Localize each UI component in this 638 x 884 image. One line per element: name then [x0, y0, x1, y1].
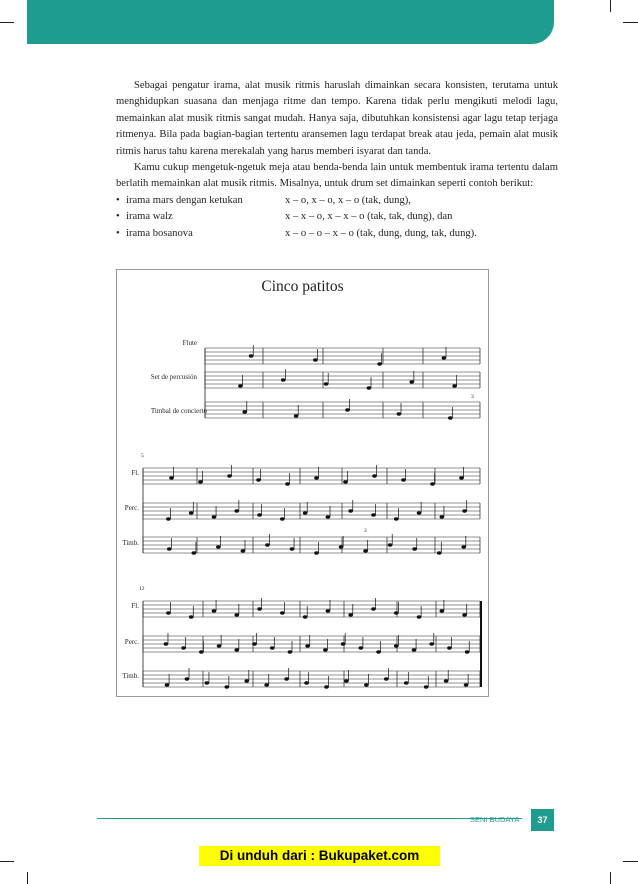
note-head — [185, 677, 190, 680]
page-number: 37 — [531, 809, 554, 831]
paragraph: Sebagai pengatur irama, alat musik ritmis haruslah dimainkan secara konsisten, terutama untuk menghidupkan suasana dan menjaga ritme dan tempo. Karena tidak perlu mengikuti melodi lagu, memainkan alat musik ritmis sangat mudah. Hanya saja, dibutuhkan konsistensi agar lagu tetap terjaga ritmenya. Bila pada bagian-bagian tertentu aransemen lagu terdapat break atau jeda, pemain alat musik ritmis harus tahu karena merekalah yang harus memberi isyarat dan tanda. — [116, 80, 558, 157]
note-head — [189, 615, 194, 618]
note-head — [424, 685, 429, 688]
watermark: Di unduh dari : Bukupaket.com — [199, 846, 440, 866]
note-head — [363, 549, 368, 552]
note-head — [169, 476, 174, 479]
list-item — [116, 226, 558, 242]
note-head — [264, 683, 269, 686]
note-head — [324, 382, 329, 385]
note-head — [452, 384, 457, 387]
note-head — [313, 358, 318, 361]
staff-label: Flute — [182, 339, 197, 347]
note-head — [167, 547, 172, 550]
note-head — [280, 611, 285, 614]
note-head — [430, 482, 435, 485]
note-head — [234, 648, 239, 651]
note-head — [394, 644, 399, 647]
note-head — [462, 613, 467, 616]
note-head — [189, 511, 194, 514]
crop-mark — [0, 861, 14, 862]
note-head — [343, 480, 348, 483]
note-head — [462, 509, 467, 512]
rhythm-pattern: x – o – o – x – o (tak, dung, dung, tak, dung). — [285, 227, 477, 239]
note-head — [216, 545, 221, 548]
list-item — [116, 193, 558, 209]
note-head — [465, 650, 470, 653]
rhythm-name: irama mars dengan ketukan — [126, 194, 243, 206]
staff-label: Fl. — [131, 469, 139, 477]
note-head — [290, 547, 295, 550]
note-head — [238, 384, 243, 387]
crop-mark — [623, 22, 638, 23]
note-head — [409, 380, 414, 383]
note-head — [348, 613, 353, 616]
staff-label: Perc. — [124, 638, 139, 646]
staff-label: Timbal de concierto — [150, 407, 207, 415]
note-head — [217, 644, 222, 647]
note-head — [459, 476, 464, 479]
crop-mark — [610, 872, 611, 884]
staff-label: Perc. — [124, 504, 139, 512]
note-head — [198, 480, 203, 483]
note-head — [461, 545, 466, 548]
list-item — [116, 209, 558, 225]
note-head — [252, 642, 257, 645]
note-head — [285, 482, 290, 485]
note-head — [192, 551, 197, 554]
note-head — [212, 609, 217, 612]
note-head — [257, 607, 262, 610]
note-head — [212, 515, 217, 518]
note-head — [303, 511, 308, 514]
note-head — [464, 683, 469, 686]
rhythm-name: irama walz — [126, 211, 173, 223]
note-head — [303, 615, 308, 618]
score-title: Cinco patitos — [261, 278, 344, 295]
note-head — [341, 642, 346, 645]
bullet-icon: • — [116, 211, 120, 223]
note-head — [281, 378, 286, 381]
note-head — [244, 679, 249, 682]
footer-label: SENI BUDAYA — [470, 815, 520, 824]
note-head — [265, 543, 270, 546]
note-head — [234, 613, 239, 616]
note-head — [166, 611, 171, 614]
rhythm-name: irama bosanova — [126, 227, 193, 239]
note-head — [305, 644, 310, 647]
note-head — [384, 677, 389, 680]
staff-label: Fl. — [131, 602, 139, 610]
note-head — [323, 648, 328, 651]
note-head — [270, 646, 275, 649]
paragraph: Kamu cukup mengetuk-ngetuk meja atau benda-benda lain untuk membentuk irama tertentu dalam berlatih memainkan alat musik ritmis. Misalnya, untuk drum set dimainkan seperti contoh berikut: — [116, 162, 558, 190]
note-head — [447, 646, 452, 649]
note-head — [164, 642, 169, 645]
note-head — [412, 648, 417, 651]
note-head — [417, 511, 422, 514]
crop-mark — [0, 22, 14, 23]
note-head — [339, 545, 344, 548]
music-score — [116, 269, 489, 697]
note-head — [371, 513, 376, 516]
crop-mark — [610, 0, 611, 12]
note-head — [344, 679, 349, 682]
score-notation — [117, 270, 488, 696]
rhythm-pattern: x – x – o, x – x – o (tak, tak, dung), dan — [285, 211, 453, 223]
note-head — [304, 681, 309, 684]
note-head — [394, 517, 399, 520]
note-head — [314, 476, 319, 479]
note-head — [314, 551, 319, 554]
note-head — [345, 408, 350, 411]
staff-label: Timb. — [122, 672, 139, 680]
note-head — [440, 609, 445, 612]
measure-number: 12 — [139, 586, 145, 592]
note-head — [442, 356, 447, 359]
note-head — [359, 646, 364, 649]
note-head — [205, 681, 210, 684]
note-head — [241, 549, 246, 552]
rhythm-pattern: x – o, x – o, x – o (tak, dung), — [285, 194, 411, 206]
note-head — [280, 517, 285, 520]
note-head — [417, 615, 422, 618]
note-head — [388, 543, 393, 546]
note-head — [429, 642, 434, 645]
bullet-icon: • — [116, 227, 120, 239]
note-head — [165, 683, 170, 686]
note-head — [437, 551, 442, 554]
note-head — [324, 685, 329, 688]
note-head — [249, 354, 254, 357]
note-head — [181, 646, 186, 649]
note-head — [294, 414, 299, 417]
bullet-icon: • — [116, 194, 120, 206]
measure-number: 5 — [141, 453, 144, 459]
footer-rule — [97, 818, 522, 819]
note-head — [412, 547, 417, 550]
note-head — [401, 478, 406, 481]
note-head — [371, 607, 376, 610]
crop-mark — [27, 872, 28, 884]
rhythm-list — [116, 193, 558, 242]
note-head — [376, 650, 381, 653]
note-head — [288, 650, 293, 653]
note-head — [256, 478, 261, 481]
note-head — [284, 677, 289, 680]
note-head — [404, 681, 409, 684]
staff-label: Set de percusión — [150, 373, 197, 381]
body-text — [116, 78, 558, 242]
staff-label: Timb. — [122, 539, 139, 547]
triplet-mark: 3 — [471, 394, 474, 400]
note-head — [199, 650, 204, 653]
note-head — [448, 416, 453, 419]
note-head — [242, 410, 247, 413]
triplet-mark: 3 — [364, 528, 367, 534]
note-head — [444, 679, 449, 682]
note-head — [397, 412, 402, 415]
note-head — [394, 611, 399, 614]
crop-mark — [623, 861, 638, 862]
note-head — [372, 474, 377, 477]
note-head — [367, 386, 372, 389]
note-head — [348, 509, 353, 512]
header-band — [27, 0, 554, 44]
note-head — [224, 685, 229, 688]
note-head — [326, 515, 331, 518]
note-head — [234, 509, 239, 512]
note-head — [377, 362, 382, 365]
note-head — [440, 515, 445, 518]
note-head — [326, 609, 331, 612]
note-head — [166, 517, 171, 520]
note-head — [227, 474, 232, 477]
note-head — [257, 513, 262, 516]
note-head — [364, 683, 369, 686]
